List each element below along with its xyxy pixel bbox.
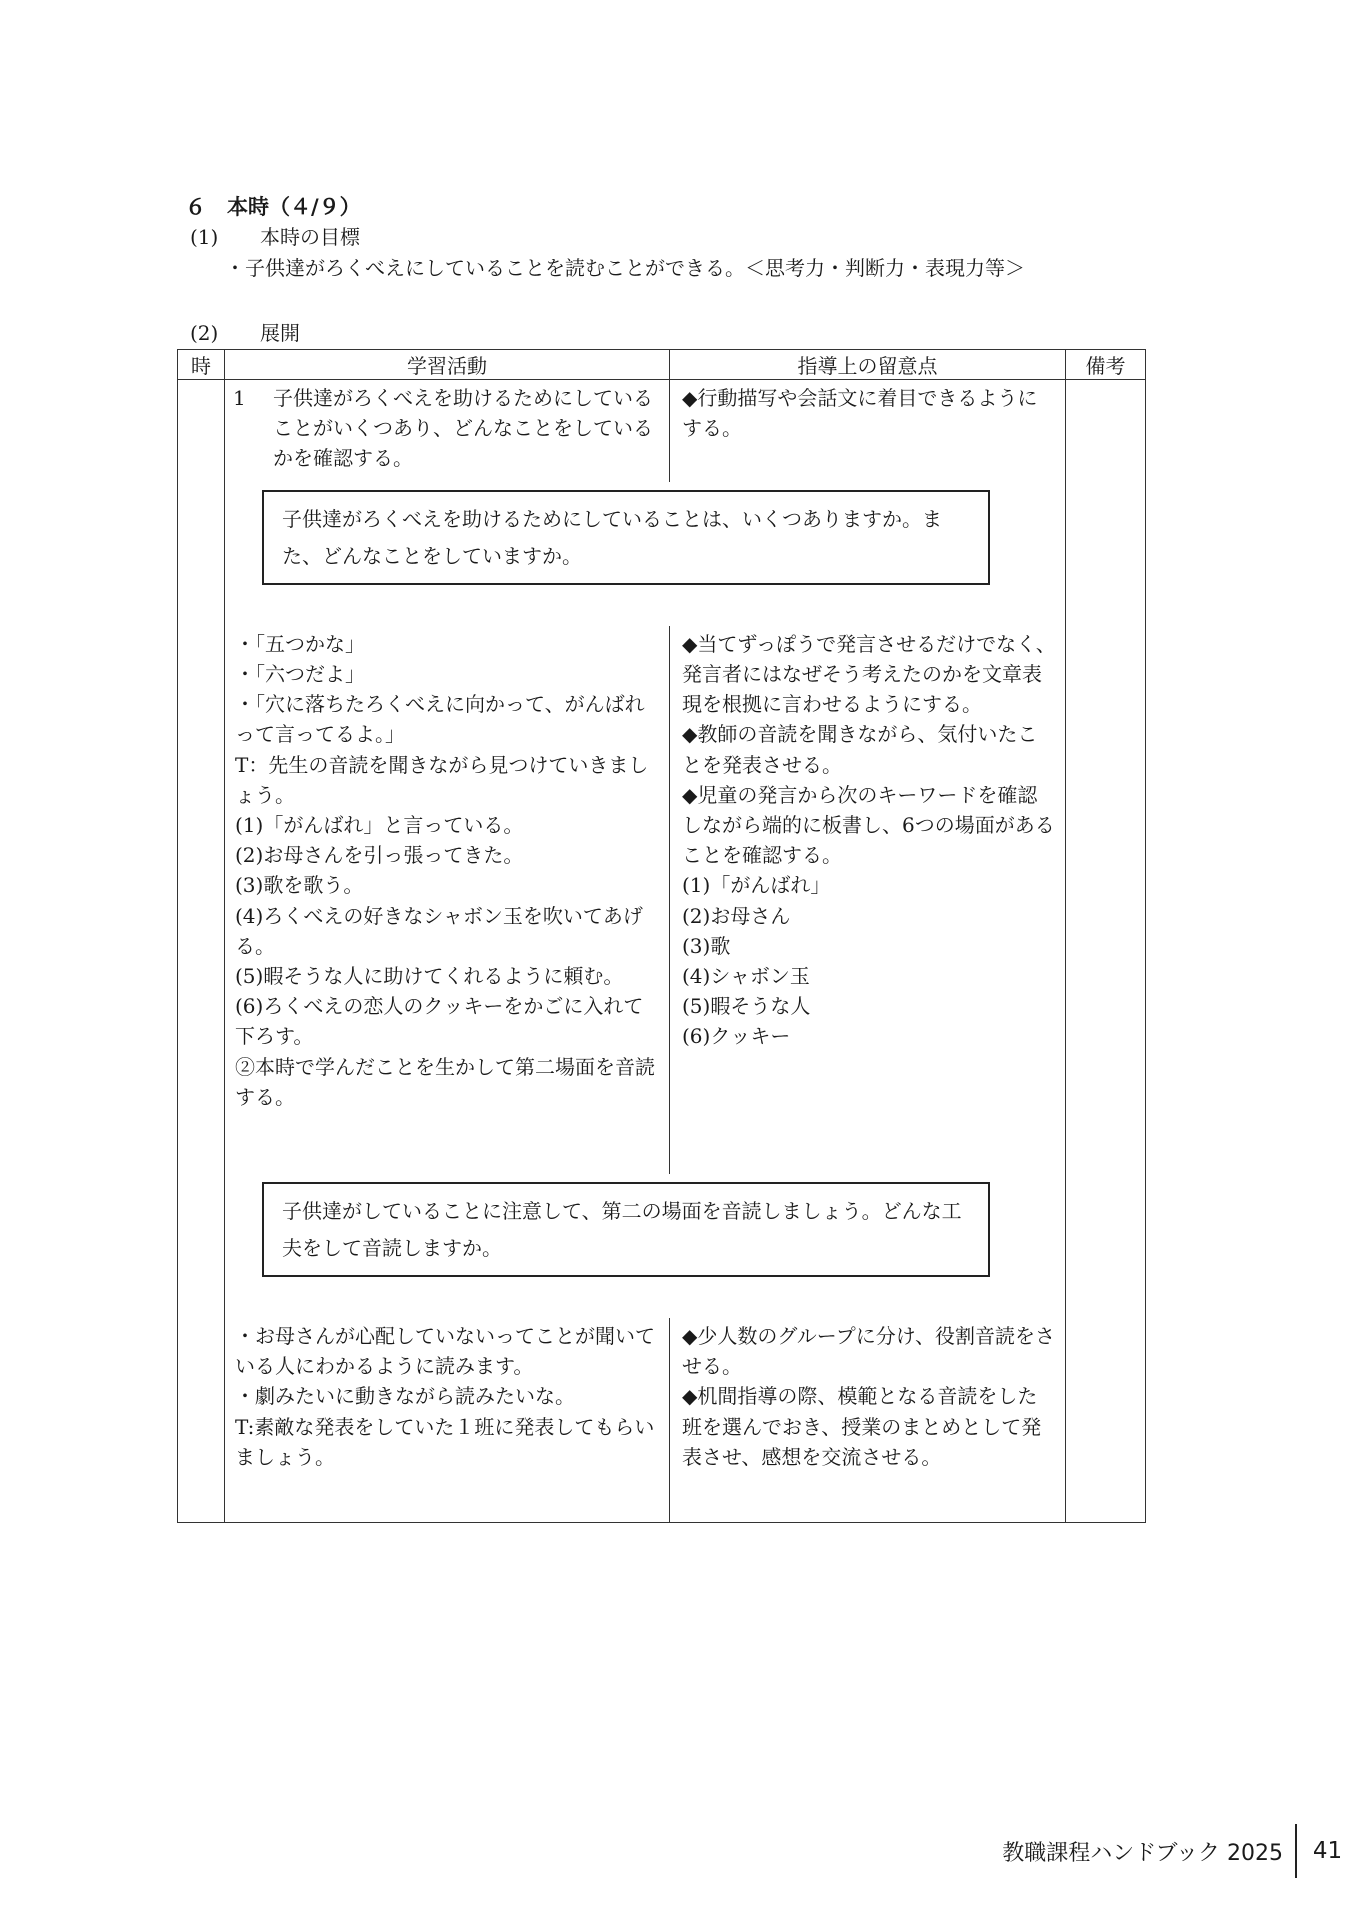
- activity-line: (5)暇そうな人に助けてくれるように頼む。: [235, 963, 624, 988]
- question-box-1: 子供達がろくべえを助けるためにしていることは、いくつありますか。また、どんなことをしていますか。: [262, 490, 990, 585]
- note-line: ◆少人数のグループに分け、役割音読をさせる。: [682, 1324, 1055, 1379]
- activity-line: ・劇みたいに動きながら読みたいな。: [235, 1384, 575, 1409]
- header-notes: 指導上の留意点: [670, 350, 1066, 380]
- activity-step-text: 子供達がろくべえを助けるためにしていることがいくつあり、どんなことをしているかを確認する。: [273, 386, 653, 471]
- keyword-line: (5)暇そうな人: [682, 994, 811, 1019]
- objective-label: 本時の目標: [260, 225, 360, 249]
- question-frame-cell: [225, 1174, 1066, 1318]
- keyword-line: (6)クッキー: [682, 1024, 791, 1049]
- question-row: [178, 1174, 1146, 1318]
- note-line: ◆机間指導の際、模範となる音読をした班を選んでおき、授業のまとめとして発表させ、感想を交流させる。: [682, 1384, 1042, 1469]
- activity-line: (3)歌を歌う。: [235, 873, 364, 898]
- keyword-line: (1)「がんばれ」: [682, 873, 831, 898]
- activity-cell: [225, 380, 670, 482]
- page-number: 41: [1312, 1838, 1343, 1864]
- header-remarks: 備考: [1066, 350, 1146, 380]
- activity-line: (4)ろくべえの好きなシャボン玉を吹いてあげる。: [235, 903, 643, 958]
- header-activity: 学習活動: [225, 350, 670, 380]
- table-row: [178, 380, 1146, 482]
- header-time: 時: [178, 350, 225, 380]
- activity-line: ・「六つだよ」: [235, 661, 365, 686]
- activity-line: (6)ろくべえの恋人のクッキーをかごに入れて下ろす。: [235, 994, 644, 1049]
- activity-step-number: 1: [233, 386, 246, 410]
- activity-line: ・「五つかな」: [235, 631, 365, 656]
- activity-line: ・「穴に落ちたろくべえに向かって、がんばれって言ってるよ。」: [235, 692, 645, 747]
- activity-line: (1)「がんばれ」と言っている。: [235, 812, 524, 837]
- section-title: ６ 本時（４/９）: [185, 195, 361, 219]
- activity-line: ・お母さんが心配していないってことが聞いている人にわかるように読みます。: [235, 1324, 655, 1379]
- keyword-line: (3)歌: [682, 933, 731, 958]
- page-footer: [1002, 1821, 1358, 1881]
- objective-heading: [190, 222, 360, 252]
- remarks-cell: [1066, 380, 1146, 1523]
- question-frame-cell: [225, 482, 1066, 626]
- note-text: ◆行動描写や会話文に着目できるようにする。: [682, 386, 1038, 441]
- question-box-2: 子供達がしていることに注意して、第二の場面を音読しましょう。どんな工夫をして音読しますか。: [262, 1182, 990, 1277]
- question-row: [178, 482, 1146, 626]
- activity-cell: [225, 1318, 670, 1523]
- development-number: (2): [190, 321, 219, 345]
- activity-cell: [225, 626, 670, 1174]
- activity-line: (2)お母さんを引っ張ってきた。: [235, 843, 524, 868]
- table-header-row: [178, 350, 1146, 380]
- notes-cell: [670, 626, 1066, 1174]
- table-row: [178, 1318, 1146, 1523]
- note-line: ◆教師の音読を聞きながら、気付いたことを発表させる。: [682, 722, 1038, 777]
- notes-cell: [670, 1318, 1066, 1523]
- keyword-line: (2)お母さん: [682, 903, 791, 928]
- time-cell: [178, 380, 225, 1523]
- objective-number: (1): [190, 225, 219, 249]
- development-heading: [190, 318, 300, 348]
- lesson-plan-table: [177, 349, 1146, 1523]
- table-row: [178, 626, 1146, 1174]
- development-label: 展開: [260, 321, 300, 345]
- footer-title: 教職課程ハンドブック 2025: [1002, 1840, 1283, 1866]
- note-line: ◆児童の発言から次のキーワードを確認しながら端的に板書し、6つの場面があることを確認する。: [682, 782, 1055, 868]
- activity-line: T:素敵な発表をしていた１班に発表してもらいましょう。: [235, 1414, 655, 1469]
- keyword-line: (4)シャボン玉: [682, 963, 810, 988]
- activity-line: ②本時で学んだことを生かして第二場面を音読する。: [235, 1054, 655, 1109]
- note-line: ◆当てずっぽうで発言させるだけでなく、発言者にはなぜそう考えたのかを文章表現を根拠に言わせるようにする。: [682, 631, 1056, 717]
- notes-cell: [670, 380, 1066, 482]
- objective-goal: ・子供達がろくべえにしていることを読むことができる。＜思考力・判断力・表現力等＞: [225, 256, 1025, 280]
- activity-line: T：先生の音読を聞きながら見つけていきましょう。: [235, 752, 649, 807]
